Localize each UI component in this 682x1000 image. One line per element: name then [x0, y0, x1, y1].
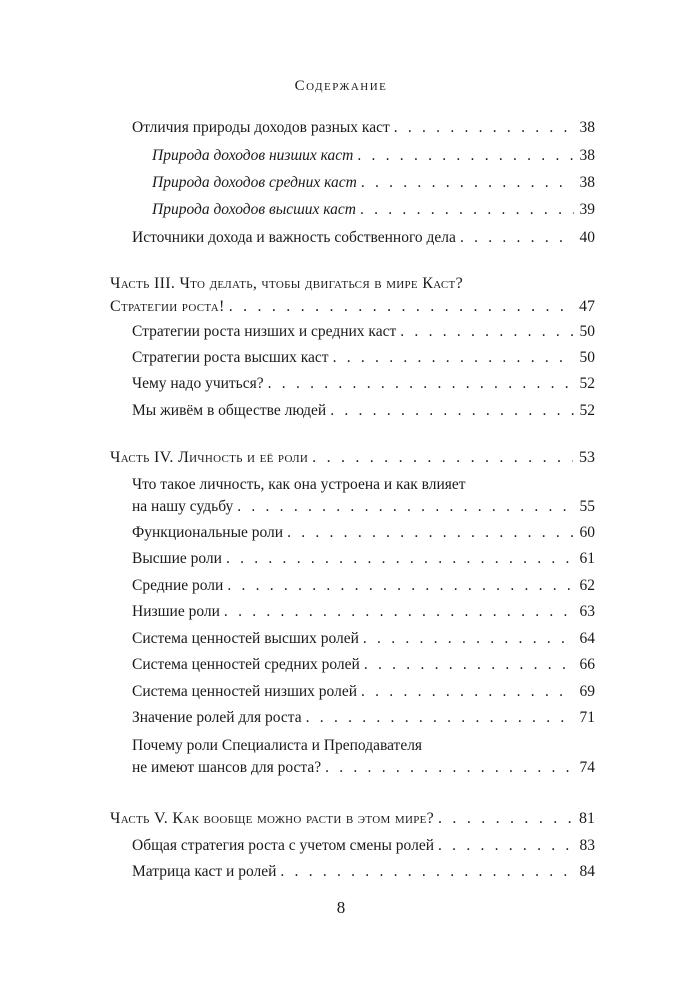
- toc-entry-page: 62: [579, 577, 595, 594]
- toc-entry-title-line1: Что такое личность, как она устроена и как влияет: [132, 476, 466, 493]
- toc-entry-title: Стратегии роста высших каст: [132, 349, 329, 366]
- toc-entry: [132, 575, 595, 597]
- leader-dots: [364, 654, 574, 676]
- toc-part-heading: [110, 272, 595, 318]
- toc-entry-title: Высшие роли: [132, 550, 222, 567]
- toc-entry-title: Матрица каст и ролей: [132, 863, 277, 880]
- toc-entry-title: Средние роли: [132, 577, 224, 594]
- leader-dots: [360, 199, 574, 221]
- toc-entry: [132, 522, 595, 544]
- leader-dots: [280, 861, 573, 883]
- toc-entry: [132, 227, 595, 249]
- toc-entry: [132, 707, 595, 729]
- toc-part-heading: [110, 808, 595, 830]
- toc-entry: [132, 548, 595, 570]
- toc-part-title-line1: Часть III. Что делать, чтобы двигаться в мире Каст?: [110, 275, 463, 292]
- toc-entry: [132, 400, 595, 422]
- leader-dots: [438, 835, 573, 857]
- toc-entry-title: Источники дохода и важность собственного дела: [132, 229, 456, 246]
- leader-dots: [287, 522, 573, 544]
- leader-dots: [394, 117, 574, 139]
- leader-dots: [229, 295, 573, 318]
- toc-entry-title: Система ценностей высших ролей: [132, 630, 359, 647]
- toc-entry-title: Природа доходов средних каст: [152, 174, 357, 191]
- page-number: 8: [336, 898, 346, 917]
- toc-part-title: Часть V. Как вообще можно расти в этом мире?: [110, 810, 435, 827]
- toc-entry-title: Значение ролей для роста: [132, 709, 302, 726]
- toc-subentry: [152, 199, 595, 221]
- toc-entry-page: 50: [579, 349, 595, 366]
- leader-dots: [400, 321, 573, 343]
- toc-entry: [132, 735, 595, 779]
- toc-entry-page: 69: [579, 683, 595, 700]
- leader-dots: [237, 496, 573, 518]
- toc-entry-title: Система ценностей низших ролей: [132, 683, 357, 700]
- toc-entry-page: 61: [579, 550, 595, 567]
- toc-entry: [132, 681, 595, 703]
- toc-entry-title: Мы живём в обществе людей: [132, 402, 327, 419]
- toc-entry: [132, 601, 595, 623]
- toc-subentry: [152, 145, 595, 167]
- toc-entry-page: 55: [579, 498, 595, 515]
- leader-dots: [226, 548, 574, 570]
- toc-entry-title: Низшие роли: [132, 603, 220, 620]
- toc-entry: [132, 835, 595, 857]
- leader-dots: [333, 347, 574, 369]
- toc-entry: [132, 117, 595, 139]
- toc-entry-title-line1: Почему роли Специалиста и Преподавателя: [132, 737, 423, 754]
- toc-entry-title-line2: на нашу судьбу: [132, 498, 234, 515]
- toc-entry-title: Общая стратегия роста с учетом смены ролей: [132, 837, 435, 854]
- toc-entry-title: Система ценностей средних ролей: [132, 656, 360, 673]
- toc-part-title-line2: Стратегии роста!: [110, 298, 225, 315]
- toc-entry: [132, 373, 595, 395]
- leader-dots: [224, 601, 574, 623]
- toc-entry-page: 50: [579, 323, 595, 340]
- toc-entry-page: 64: [579, 630, 595, 647]
- toc-entry: [132, 474, 595, 518]
- toc-entry-title: Функциональные роли: [132, 524, 284, 541]
- toc-entry: [132, 347, 595, 369]
- toc-entry-page: 63: [579, 603, 595, 620]
- leader-dots: [312, 447, 573, 469]
- toc-part-title: Часть IV. Личность и её роли: [110, 449, 309, 466]
- toc-entry-page: 53: [579, 449, 595, 466]
- toc-entry-page: 52: [579, 375, 595, 392]
- toc-entry-title-line2: не имеют шансов для роста?: [132, 759, 322, 776]
- toc-entry-page: 40: [579, 229, 595, 246]
- toc-entry-title: Отличия природы доходов разных каст: [132, 119, 390, 136]
- leader-dots: [357, 145, 573, 167]
- toc-entry-page: 83: [579, 837, 595, 854]
- leader-dots: [325, 757, 573, 779]
- toc-entry-page: 52: [579, 402, 595, 419]
- toc-entry: [132, 628, 595, 650]
- leader-dots: [438, 808, 573, 830]
- leader-dots: [330, 400, 573, 422]
- leader-dots: [363, 628, 574, 650]
- toc-entry-page: 38: [579, 174, 595, 191]
- toc-entry-title: Природа доходов высших каст: [152, 201, 356, 218]
- toc-entry-page: 47: [579, 298, 595, 315]
- toc-entry-page: 38: [579, 147, 595, 164]
- toc-part-heading: [110, 447, 595, 469]
- toc-entry: [132, 321, 595, 343]
- toc-entry-page: 38: [579, 119, 595, 136]
- leader-dots: [306, 707, 574, 729]
- toc-entry: [132, 861, 595, 883]
- leader-dots: [361, 172, 574, 194]
- leader-dots: [227, 575, 573, 597]
- toc-entry-title: Чему надо учиться?: [132, 375, 264, 392]
- toc-entry-page: 81: [579, 810, 595, 827]
- toc-subentry: [152, 172, 595, 194]
- toc-entry-page: 39: [579, 201, 595, 218]
- leader-dots: [361, 681, 574, 703]
- toc-entry: [132, 654, 595, 676]
- toc-entry-title: Природа доходов низших каст: [152, 147, 354, 164]
- leader-dots: [268, 373, 574, 395]
- toc-entry-page: 74: [579, 759, 595, 776]
- running-header: Содержание: [294, 78, 388, 94]
- toc-entry-page: 84: [579, 863, 595, 880]
- toc-entry-page: 60: [579, 524, 595, 541]
- leader-dots: [460, 227, 574, 249]
- toc-entry-page: 71: [579, 709, 595, 726]
- toc-entry-title: Стратегии роста низших и средних каст: [132, 323, 397, 340]
- toc-entry-page: 66: [579, 656, 595, 673]
